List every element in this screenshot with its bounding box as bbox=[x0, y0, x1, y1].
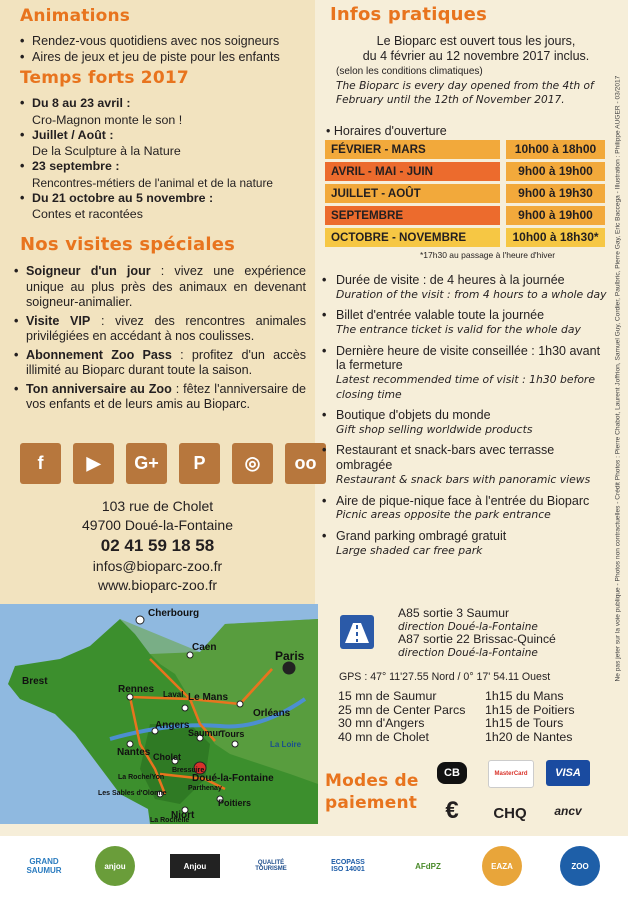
map-svg bbox=[0, 604, 318, 824]
map-label-cholet: Cholet bbox=[153, 752, 181, 762]
hours-row bbox=[325, 162, 605, 181]
period: SEPTEMBRE bbox=[325, 206, 500, 225]
map-label-la-roche: La Roche/Yon bbox=[118, 774, 165, 781]
logo-qualite-tourisme: QUALITÉ TOURISME bbox=[255, 860, 287, 872]
euro-icon: € bbox=[445, 797, 459, 824]
list-item: • Du 8 au 23 avril : bbox=[20, 96, 315, 112]
phone[interactable]: 02 41 59 18 58 bbox=[100, 536, 215, 555]
period: JUILLET - AOÛT bbox=[325, 184, 500, 203]
list-item: • Restaurant et snack-bars avec terrasse ombragée Restaurant & snack bars with panoramic views bbox=[322, 443, 612, 487]
email[interactable]: infos@bioparc-zoo.fr bbox=[92, 558, 223, 574]
footnote: *17h30 au passage à l'heure d'hiver bbox=[420, 250, 556, 260]
period: FÉVRIER - MARS bbox=[325, 140, 500, 159]
route-a87: A87 sortie 22 Brissac-Quincé bbox=[398, 632, 556, 646]
hours-row bbox=[325, 206, 605, 225]
tripadvisor-icon[interactable]: oo bbox=[285, 443, 326, 484]
list-item: • 23 septembre : bbox=[20, 159, 315, 175]
event-desc: Rencontres-métiers de l'animal et de la nature bbox=[32, 175, 273, 190]
logo-destination-anjou: Anjou bbox=[170, 854, 220, 878]
cb-card-icon: CB bbox=[437, 762, 467, 784]
route-a85: A85 sortie 3 Saumur bbox=[398, 606, 510, 620]
map-label-brest: Brest bbox=[22, 676, 48, 687]
pinterest-icon[interactable]: P bbox=[179, 443, 220, 484]
list-item: • Boutique d'objets du monde Gift shop selling worldwide products bbox=[322, 408, 612, 437]
visites-title: Nos visites spéciales bbox=[20, 234, 236, 255]
list-item: • Juillet / Août : bbox=[20, 128, 315, 144]
list-item: • Du 21 octobre au 5 novembre : bbox=[20, 191, 315, 207]
list-item: • Dernière heure de visite conseillée : 1h30 avant la fermeture Latest recommended time of visit : 1h30 before closing time bbox=[322, 344, 612, 403]
map-label-parthenay: Parthenay bbox=[188, 785, 222, 792]
route-a87-dir: direction Doué-la-Fontaine bbox=[398, 647, 538, 659]
contact-block bbox=[0, 497, 315, 595]
time: 10h00 à 18h00 bbox=[506, 140, 605, 159]
map-label-orleans: Orléans bbox=[253, 708, 291, 719]
hours-row bbox=[325, 184, 605, 203]
english-line2: February until the 12th of November 2017. bbox=[336, 94, 565, 106]
street: 103 rue de Cholet bbox=[101, 498, 214, 514]
list-item: • Ton anniversaire au Zoo : fêtez l'anniversaire de vos enfants et de leurs amis au Bioparc. bbox=[14, 382, 306, 413]
open-line2: du 4 février au 12 novembre 2017 inclus. bbox=[362, 49, 590, 63]
conditions: (selon les conditions climatiques) bbox=[336, 66, 483, 77]
facebook-icon[interactable]: f bbox=[20, 443, 61, 484]
list-item: • Durée de visite : de 4 heures à la journée Duration of the visit : from 4 hours to a whole day bbox=[322, 273, 612, 302]
website[interactable]: www.bioparc-zoo.fr bbox=[97, 577, 218, 593]
english-line1: The Bioparc is every day opened from the 4th of bbox=[336, 80, 594, 92]
city: 49700 Doué-la-Fontaine bbox=[82, 517, 233, 533]
visites-list bbox=[14, 264, 306, 413]
time: 10h00 à 18h30* bbox=[506, 228, 605, 247]
infos-title: Infos pratiques bbox=[330, 4, 487, 25]
logo-eaza: EAZA bbox=[482, 846, 522, 886]
youtube-icon[interactable]: ▶ bbox=[73, 443, 114, 484]
map-label-rennes: Rennes bbox=[118, 684, 155, 695]
map-label-doue: Doué-la-Fontaine bbox=[192, 773, 274, 784]
hours-row bbox=[325, 228, 605, 247]
visa-icon: VISA bbox=[546, 760, 590, 786]
intro-block bbox=[336, 34, 616, 107]
open-line1: Le Bioparc est ouvert tous les jours, bbox=[376, 34, 576, 48]
map-label-paris: Paris bbox=[275, 649, 305, 663]
logo-ecopass: ECOPASS ISO 14001 bbox=[331, 859, 365, 873]
route-a85-dir: direction Doué-la-Fontaine bbox=[398, 621, 538, 633]
gps: GPS : 47° 11'27.55 Nord / 0° 17' 54.11 Ouest bbox=[339, 671, 551, 683]
event-desc: Cro-Magnon monte le son ! bbox=[32, 112, 183, 127]
google-plus-icon[interactable]: G+ bbox=[126, 443, 167, 484]
map-label-tours: Tours bbox=[220, 729, 245, 739]
credits-vertical: Ne pas jeter sur la voie publique - Photos non contractuelles - Crédit Photos : Pierre Chabot, Laurent Joffrion, Samuel Guy, Cordier, Paulbric, Pierre Gay, Eric Baccega - Illustration : Philippe AUGER - 03/2017 bbox=[614, 75, 622, 682]
map-label-saumur: Saumur bbox=[188, 728, 222, 738]
map-label-angers: Angers bbox=[155, 720, 190, 731]
event-desc: De la Sculpture à la Nature bbox=[32, 144, 181, 158]
temps-forts-title: Temps forts 2017 bbox=[20, 68, 189, 88]
map-label-caen: Caen bbox=[192, 642, 217, 653]
mastercard-icon: MasterCard bbox=[488, 760, 534, 788]
map-label-loire: La Loire bbox=[270, 740, 302, 749]
time: 9h00 à 19h00 bbox=[506, 162, 605, 181]
social-icons bbox=[20, 443, 326, 484]
logo-anjou-vert: anjou bbox=[95, 846, 135, 886]
time: 9h00 à 19h30 bbox=[506, 184, 605, 203]
map-label-les-sables: Les Sables d'Olonne bbox=[98, 790, 167, 797]
list-item: • Grand parking ombragé gratuit Large shaded car free park bbox=[322, 529, 612, 558]
map-label-la-rochelle: La Rochelle bbox=[150, 817, 190, 824]
period: OCTOBRE - NOVEMBRE bbox=[325, 228, 500, 247]
map-label-bressuire: Bressuire bbox=[172, 767, 205, 774]
map-label-poitiers: Poitiers bbox=[218, 798, 252, 808]
distances-left: 15 mn de Saumur 25 mn de Center Parcs 30 mn d'Angers 40 mn de Cholet bbox=[338, 689, 466, 744]
list-item: • Aires de jeux et jeu de piste pour les enfants bbox=[20, 50, 310, 66]
cheque-icon: CHQ bbox=[493, 804, 527, 822]
map-label-nantes: Nantes bbox=[117, 747, 151, 758]
time: 9h00 à 19h00 bbox=[506, 206, 605, 225]
list-item: • Soigneur d'un jour : vivez une expérience unique au plus près des animaux en devenant soigneur-animalier. bbox=[14, 264, 306, 311]
region-map bbox=[0, 604, 318, 824]
logo-zoo-association: ZOO bbox=[560, 846, 600, 886]
list-item: • Visite VIP : vivez des rencontres animales privilégiées en accédant à nos coulisses. bbox=[14, 314, 306, 345]
map-label-cherbourg: Cherbourg bbox=[148, 608, 200, 619]
hours-label: • Horaires d'ouverture bbox=[326, 124, 447, 138]
map-label-niort: Niort bbox=[171, 810, 195, 821]
payment-title: Modes de paiement bbox=[325, 771, 419, 813]
instagram-icon[interactable]: ◎ bbox=[232, 443, 273, 484]
ancv-icon: ancv bbox=[554, 804, 582, 818]
logo-afdpz: AFdPZ bbox=[415, 861, 441, 871]
info-bullets bbox=[322, 273, 612, 564]
animations-title: Animations bbox=[20, 6, 131, 26]
logo-grand-saumur: GRAND SAUMUR bbox=[26, 857, 62, 875]
partner-logos bbox=[0, 836, 628, 900]
list-item: • Aire de pique-nique face à l'entrée du Bioparc Picnic areas opposite the park entrance bbox=[322, 494, 612, 523]
motorway-icon bbox=[340, 615, 374, 649]
temps-forts-list bbox=[20, 96, 315, 221]
map-label-le-mans: Le Mans bbox=[188, 692, 229, 703]
hours-row bbox=[325, 140, 605, 159]
list-item: • Billet d'entrée valable toute la journée The entrance ticket is valid for the whole day bbox=[322, 308, 612, 337]
period: AVRIL - MAI - JUIN bbox=[325, 162, 500, 181]
distances-right: 1h15 du Mans 1h15 de Poitiers 1h15 de Tours 1h20 de Nantes bbox=[485, 689, 575, 744]
list-item: • Rendez-vous quotidiens avec nos soigneurs bbox=[20, 34, 310, 50]
list-item: • Abonnement Zoo Pass : profitez d'un accès illimité au Bioparc durant toute la saison. bbox=[14, 348, 306, 379]
map-label-laval: Laval bbox=[163, 690, 184, 699]
event-desc: Contes et racontées bbox=[32, 207, 143, 221]
animations-list bbox=[20, 34, 310, 65]
